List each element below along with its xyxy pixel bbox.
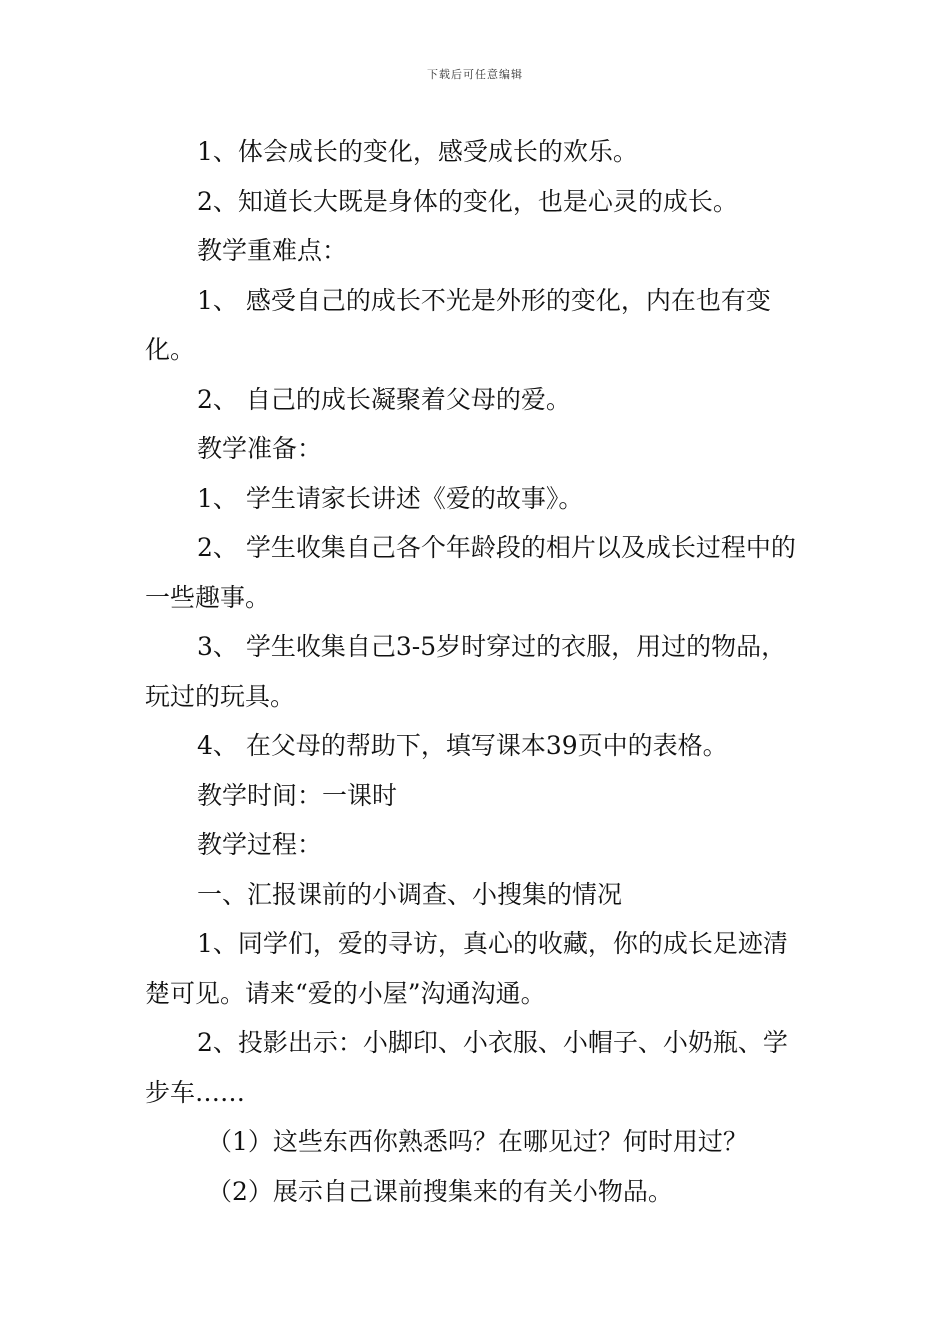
paragraph-teaching-time: 教学时间：一课时: [197, 780, 398, 810]
paragraph-section-1: 一、汇报课前的小调查、小搜集的情况: [197, 879, 623, 909]
heading-preparation: 教学准备：: [197, 434, 323, 463]
document-body: [145, 127, 810, 1216]
heading-key-points: 教学重难点：: [197, 236, 348, 265]
paragraph-goal-2: 2、知道长大既是身体的变化，也是心灵的成长。: [197, 186, 738, 216]
paragraph-preparation-1: 1、 学生请家长讲述《爱的故事》。: [197, 483, 584, 513]
paragraph-preparation-2: 2、 学生收集自己各个年龄段的相片以及成长过程中的一些趣事。: [145, 533, 796, 612]
paragraph-preparation-4: 4、 在父母的帮助下，填写课本39页中的表格。: [197, 731, 728, 760]
heading-teaching-process: 教学过程：: [197, 830, 323, 859]
page-header: 下载后可任意编辑: [427, 68, 523, 81]
paragraph-step-1: 1、同学们，爱的寻访，真心的收藏，你的成长足迹清楚可见。请来“爱的小屋”沟通沟通。: [145, 929, 788, 1008]
paragraph-key-point-1: 1、 感受自己的成长不光是外形的变化，内在也有变化。: [145, 285, 771, 364]
paragraph-key-point-2: 2、 自己的成长凝聚着父母的爱。: [197, 384, 571, 414]
paragraph-step-2: 2、投影出示：小脚印、小衣服、小帽子、小奶瓶、学步车……: [145, 1028, 788, 1107]
paragraph-goal-1: 1、体会成长的变化，感受成长的欢乐。: [197, 137, 638, 166]
paragraph-preparation-3: 3、 学生收集自己3-5岁时穿过的衣服，用过的物品，玩过的玩具。: [145, 632, 787, 711]
paragraph-question-1: （1）这些东西你熟悉吗？在哪见过？何时用过？: [207, 1127, 748, 1156]
paragraph-question-2: （2）展示自己课前搜集来的有关小物品。: [207, 1176, 673, 1206]
